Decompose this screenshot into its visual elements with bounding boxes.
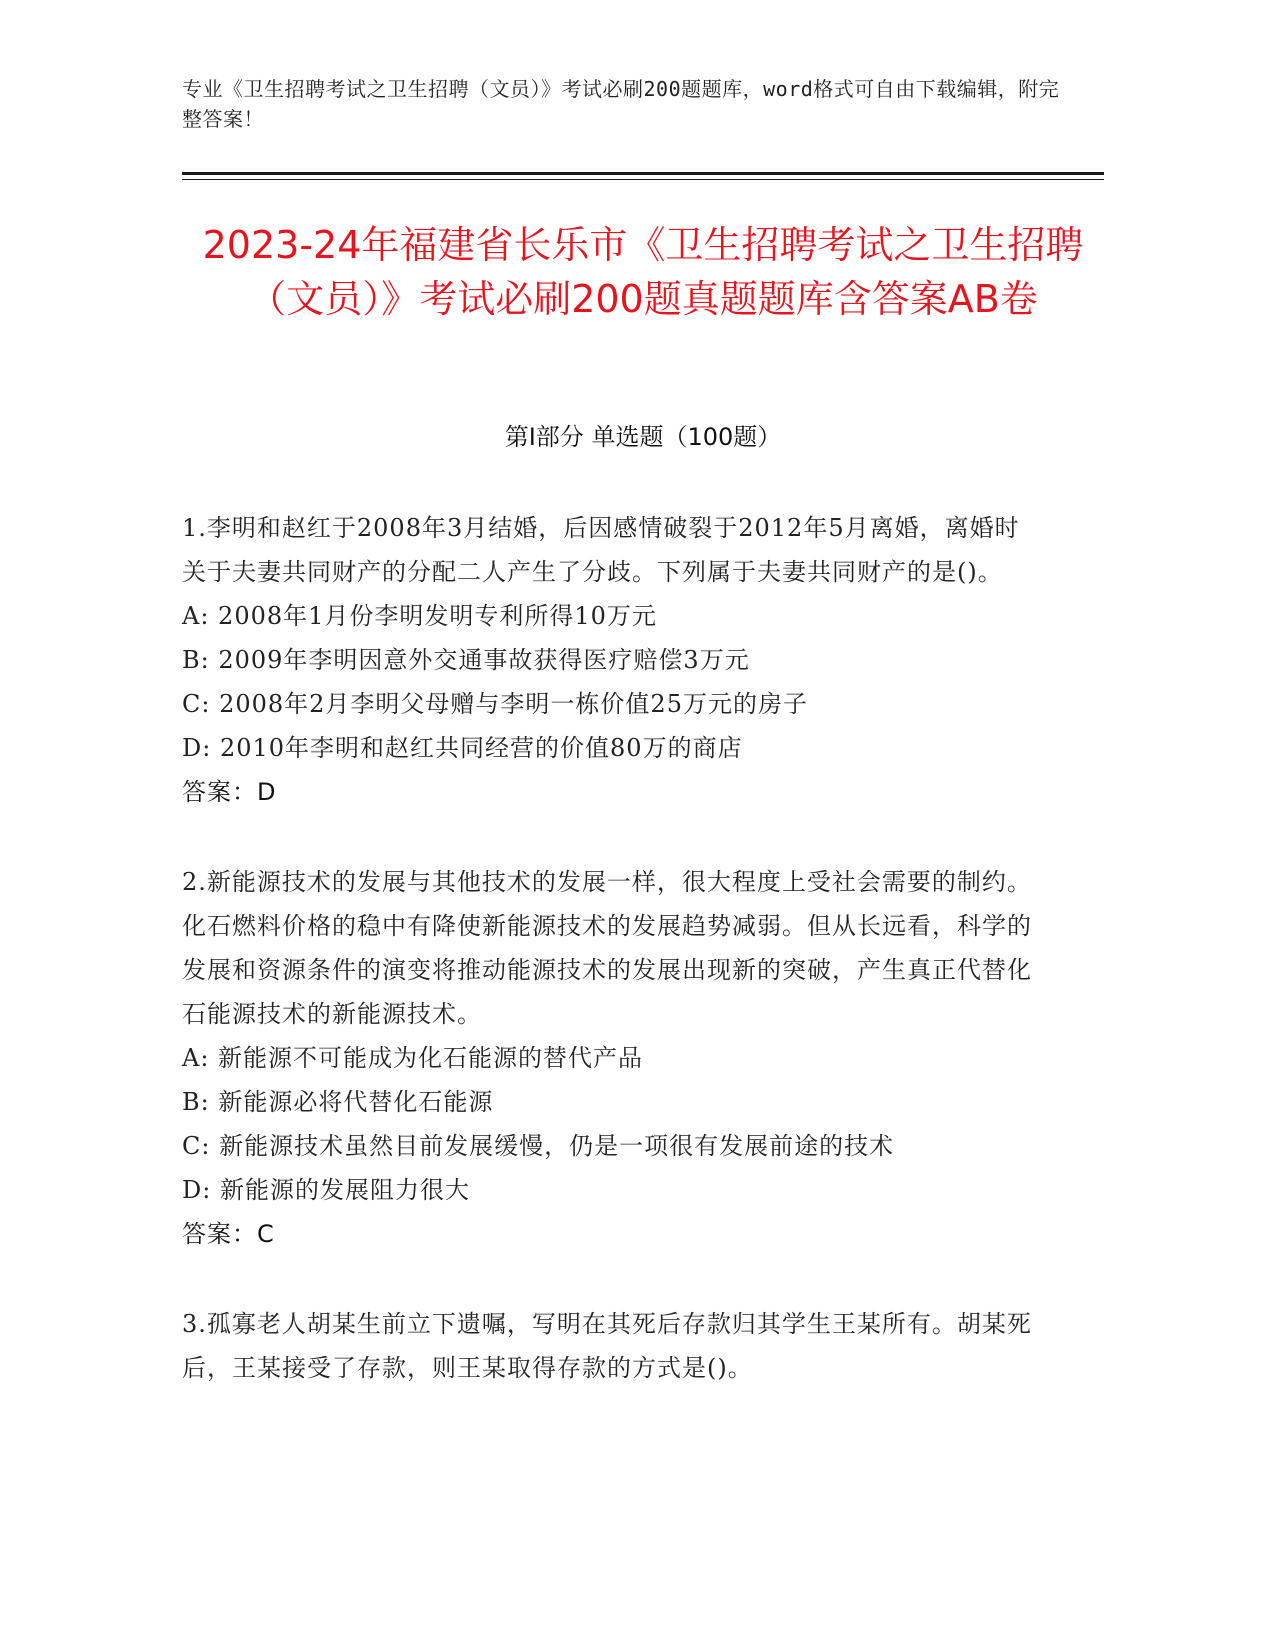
header-note: 专业《卫生招聘考试之卫生招聘（文员）》考试必刷200题题库，word格式可自由下载编辑，附完整答案！ xyxy=(182,77,1060,131)
option-d: D: 2010年李明和赵红共同经营的价值80万的商店 xyxy=(182,734,743,762)
option-b: B: 2009年李明因意外交通事故获得医疗赔偿3万元 xyxy=(182,646,750,674)
question-3 xyxy=(182,1302,1042,1390)
answer: 答案：D xyxy=(182,778,277,806)
document-title: 2023-24年福建省长乐市《卫生招聘考试之卫生招聘（文员）》考试必刷200题真题题库含答案AB卷 xyxy=(202,223,1084,321)
question-list xyxy=(182,506,1042,1436)
option-c: C: 2008年2月李明父母赠与李明一栋价值25万元的房子 xyxy=(182,690,808,718)
answer: 答案：C xyxy=(182,1220,275,1248)
option-d: D: 新能源的发展阻力很大 xyxy=(182,1176,470,1204)
question-stem: 2.新能源技术的发展与其他技术的发展一样，很大程度上受社会需要的制约。化石燃料价格的稳中有降使新能源技术的发展趋势减弱。但从长远看，科学的发展和资源条件的演变将推动能源技术的发展出现新的突破，产生真正代替化石能源技术的新能源技术。 xyxy=(182,868,1032,1028)
question-stem: 1.李明和赵红于2008年3月结婚，后因感情破裂于2012年5月离婚，离婚时关于夫妻共同财产的分配二人产生了分歧。下列属于夫妻共同财产的是()。 xyxy=(182,514,1020,586)
question-2 xyxy=(182,860,1042,1256)
option-a: A: 新能源不可能成为化石能源的替代产品 xyxy=(182,1044,644,1072)
header-rule-thick xyxy=(182,172,1104,175)
option-a: A: 2008年1月份李明发明专利所得10万元 xyxy=(182,602,657,630)
option-c: C: 新能源技术虽然目前发展缓慢，仍是一项很有发展前途的技术 xyxy=(182,1132,895,1160)
option-b: B: 新能源必将代替化石能源 xyxy=(182,1088,494,1116)
question-stem: 3.孤寡老人胡某生前立下遗嘱，写明在其死后存款归其学生王某所有。胡某死后，王某接受了存款，则王某取得存款的方式是()。 xyxy=(182,1310,1032,1382)
header-rule-thin xyxy=(182,179,1104,180)
question-1 xyxy=(182,506,1042,814)
section-heading: 第Ⅰ部分 单选题（100题） xyxy=(504,423,782,451)
